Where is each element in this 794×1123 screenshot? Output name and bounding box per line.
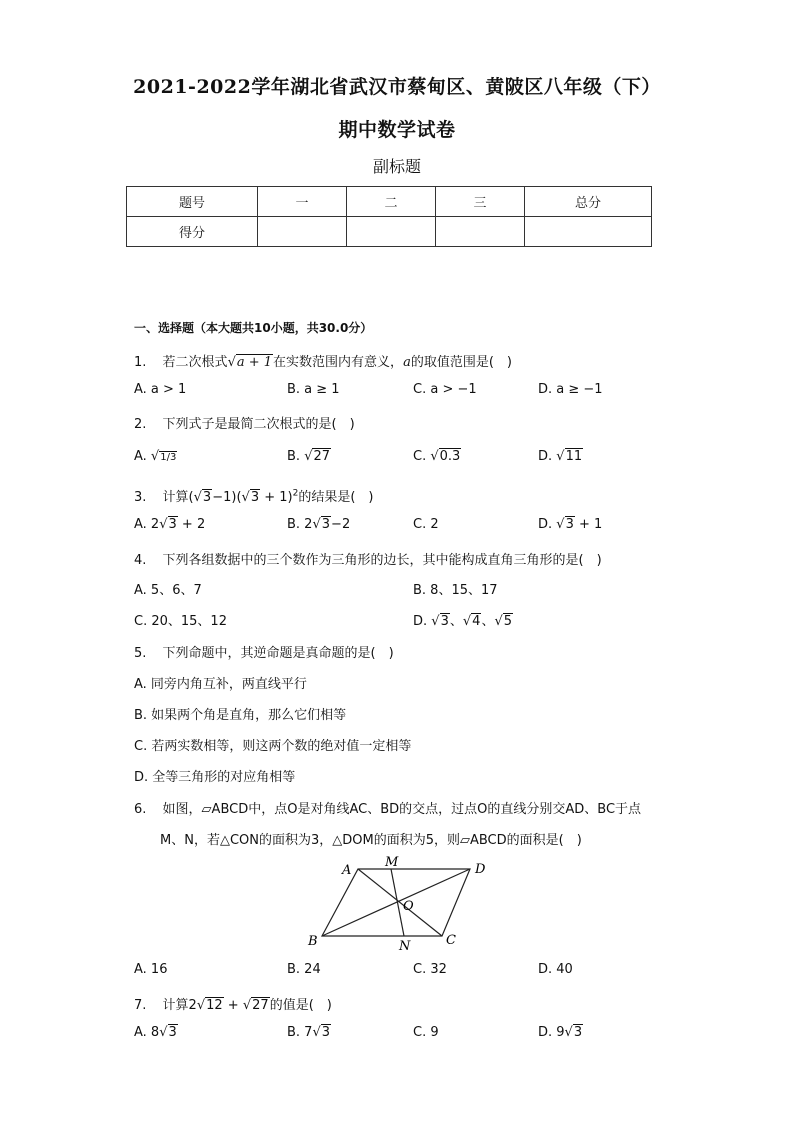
- option-label: A. 2: [134, 517, 160, 532]
- radicand: 3: [440, 614, 449, 629]
- option-b[interactable]: B. 7√3: [287, 1025, 331, 1040]
- section-heading: 一、选择题（本大题共10小题，共30.0分）: [134, 321, 373, 335]
- radicand: a + 1: [236, 355, 273, 370]
- question-text: 下列式子是最简二次根式的是( ): [162, 417, 355, 432]
- score-table-row: [127, 217, 652, 247]
- radicand: 3: [321, 1025, 331, 1040]
- option-c[interactable]: C. 9: [413, 1025, 439, 1040]
- option-a[interactable]: A. 5、6、7: [134, 583, 202, 598]
- exam-subtitle: 副标题: [372, 157, 421, 176]
- label-c: C: [446, 933, 456, 948]
- option-text: + 1: [574, 517, 603, 532]
- question-5: [134, 642, 394, 661]
- option-b[interactable]: B. 2√3−2: [287, 517, 351, 532]
- exam-title-line2: 期中数学试卷: [338, 119, 456, 141]
- option-b[interactable]: B. a ≥ 1: [287, 382, 340, 397]
- parallelogram-figure: [300, 852, 500, 952]
- radicand: 3: [168, 517, 177, 532]
- option-b[interactable]: B. 24: [287, 962, 321, 977]
- question-text: 下列各组数据中的三个数作为三角形的边长，其中能构成直角三角形的是( ): [162, 553, 602, 568]
- option-label: D.: [538, 449, 553, 464]
- question-text: + 1): [260, 490, 293, 505]
- question-text: 下列命题中，其逆命题是真命题的是( ): [162, 646, 394, 661]
- radicand: 27: [313, 449, 331, 464]
- label-d: D: [475, 862, 486, 877]
- option-c[interactable]: C. a > −1: [413, 382, 477, 397]
- option-d[interactable]: D. 全等三角形的对应角相等: [134, 770, 296, 785]
- exponent: 2: [292, 488, 299, 499]
- option-c[interactable]: C. 若两实数相等，则这两个数的绝对值一定相等: [134, 739, 412, 754]
- score-header-cell: 二: [347, 187, 436, 217]
- radicand: 3: [565, 517, 574, 532]
- option-label: B. 7: [287, 1025, 313, 1040]
- radicand: 0.3: [439, 449, 461, 464]
- question-text: 如图，▱ABCD中，点O是对角线AC、BD的交点，过点O的直线分别交AD、BC于点: [162, 802, 642, 817]
- radicand: 11: [565, 449, 583, 464]
- separator: 、: [481, 614, 495, 629]
- question-text: 的结果是( ): [298, 490, 374, 505]
- question-4: [134, 549, 602, 568]
- radicand: 3: [250, 490, 260, 505]
- radicand: 3: [321, 517, 331, 532]
- radicand: 3: [168, 1025, 177, 1040]
- question-text: −1)(: [212, 490, 242, 505]
- sqrt-expression: √a + 1: [227, 355, 273, 370]
- question-2: [134, 413, 355, 432]
- question-number: 6.: [134, 802, 147, 817]
- question-number: 5.: [134, 646, 147, 661]
- question-text: 计算2: [162, 998, 197, 1013]
- option-label: D.: [413, 614, 428, 629]
- label-m: M: [385, 855, 399, 870]
- option-c[interactable]: C. 2: [413, 517, 439, 532]
- option-label: C.: [413, 449, 427, 464]
- question-text-continued: M、N，若△CON的面积为3，△DOM的面积为5，则▱ABCD的面积是( ): [160, 833, 582, 848]
- radicand: 4: [472, 614, 481, 629]
- question-number: 1.: [134, 355, 147, 370]
- option-text: −2: [331, 517, 351, 532]
- option-c[interactable]: C. 20、15、12: [134, 614, 227, 629]
- option-a[interactable]: A. 同旁内角互补，两直线平行: [134, 677, 307, 692]
- score-header-cell: 总分: [525, 187, 652, 217]
- score-input-cell[interactable]: [436, 217, 525, 247]
- question-number: 7.: [134, 998, 147, 1013]
- question-3: 3. 计算$(√3-1)(√3 + 1)^2$的结果是( ): [134, 488, 374, 505]
- option-label: A. 8: [134, 1025, 160, 1040]
- radicand: 3: [573, 1025, 583, 1040]
- radicand: 27: [252, 998, 269, 1013]
- score-row-label: 得分: [127, 217, 258, 247]
- exam-title-line1: 2021-2022学年湖北省武汉市蔡甸区、黄陂区八年级（下）: [133, 76, 661, 98]
- score-input-cell[interactable]: [258, 217, 347, 247]
- label-b: B: [308, 934, 318, 949]
- question-text: +: [223, 998, 243, 1013]
- score-header-cell: 题号: [127, 187, 258, 217]
- question-number: 3.: [134, 490, 147, 505]
- separator: 、: [449, 614, 463, 629]
- option-b[interactable]: B. √27: [287, 449, 331, 464]
- option-c[interactable]: C. 32: [413, 962, 447, 977]
- radicand: 1/3: [160, 452, 177, 463]
- option-d[interactable]: D. √11: [538, 449, 583, 464]
- score-header-cell: 三: [436, 187, 525, 217]
- option-a[interactable]: A. √1/3: [134, 449, 177, 464]
- score-table: [126, 186, 652, 247]
- radicand: 12: [206, 998, 223, 1013]
- label-n: N: [399, 939, 411, 952]
- option-label: A.: [134, 449, 147, 464]
- option-a[interactable]: A. 8√3: [134, 1025, 177, 1040]
- diagonal-bd: [322, 869, 470, 936]
- question-text: 计算(: [162, 490, 194, 505]
- option-a[interactable]: A. 2√3 + 2: [134, 517, 206, 532]
- question-text: 的值是( ): [269, 998, 332, 1013]
- option-d[interactable]: D. 9√3: [538, 1025, 583, 1040]
- option-a[interactable]: A. a > 1: [134, 382, 187, 397]
- diagonal-ac: [358, 869, 442, 936]
- question-text: 若二次根式: [162, 355, 228, 370]
- option-d[interactable]: D. √3 + 1: [538, 517, 603, 532]
- option-a[interactable]: A. 16: [134, 962, 168, 977]
- question-1: [134, 351, 512, 370]
- option-d[interactable]: D. a ≥ −1: [538, 382, 603, 397]
- score-table-header-row: [127, 187, 652, 217]
- option-label: D. 9: [538, 1025, 565, 1040]
- option-label: D.: [538, 517, 553, 532]
- score-input-cell[interactable]: [347, 217, 436, 247]
- score-input-cell[interactable]: [525, 217, 652, 247]
- radicand: 5: [503, 614, 513, 629]
- question-number: 4.: [134, 553, 147, 568]
- question-7: 7. 计算2√12 + √27的值是( ): [134, 998, 332, 1013]
- question-number: 2.: [134, 417, 147, 432]
- question-text: 在实数范围内有意义，: [273, 355, 404, 370]
- question-text: 的取值范围是( ): [410, 355, 512, 370]
- option-b[interactable]: B. 如果两个角是直角，那么它们相等: [134, 708, 347, 723]
- option-text: + 2: [177, 517, 206, 532]
- radicand: 3: [202, 490, 212, 505]
- option-b[interactable]: B. 8、15、17: [413, 583, 498, 598]
- option-label: B.: [287, 449, 301, 464]
- label-a: A: [342, 863, 352, 878]
- option-c[interactable]: C. √0.3: [413, 449, 461, 464]
- question-6: [134, 798, 641, 817]
- option-d[interactable]: D. 40: [538, 962, 573, 977]
- label-o: O: [403, 899, 414, 914]
- option-label: B. 2: [287, 517, 313, 532]
- score-header-cell: 一: [258, 187, 347, 217]
- option-d[interactable]: D. √3、√4、√5: [413, 614, 513, 629]
- variable: a: [403, 355, 411, 370]
